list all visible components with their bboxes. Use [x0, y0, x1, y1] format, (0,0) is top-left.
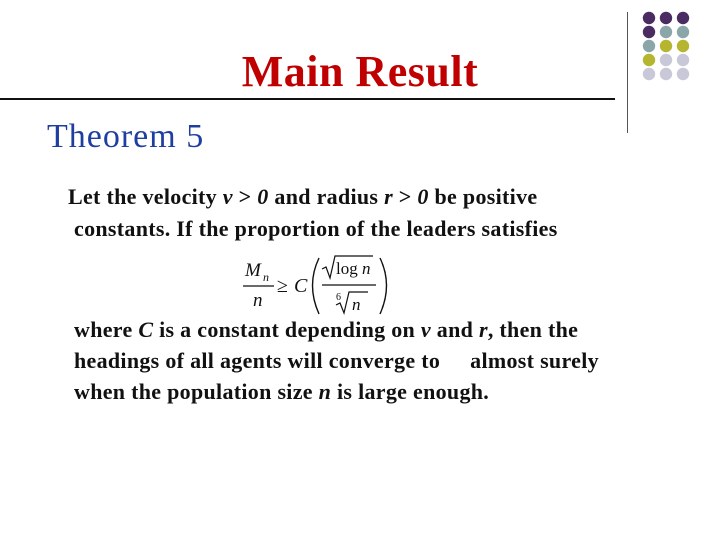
- formula-root-n: n: [352, 295, 361, 314]
- decorative-dot: [677, 26, 689, 38]
- decorative-dot: [677, 12, 689, 24]
- var-n: n: [318, 379, 332, 404]
- formula-log: log: [336, 259, 358, 278]
- decorative-dot: [677, 68, 689, 80]
- text-run: is large enough.: [331, 379, 490, 404]
- decorative-dot: [643, 40, 655, 52]
- statement-line-4: [74, 348, 599, 374]
- formula-geq: ≥: [277, 275, 288, 297]
- decorative-dot: [643, 12, 655, 24]
- decorative-dot: [643, 54, 655, 66]
- statement-line-3: [74, 317, 578, 343]
- var-r: r: [384, 184, 393, 209]
- decorative-dot: [660, 68, 672, 80]
- text-run: when the population size: [74, 379, 319, 404]
- statement-line-1: [68, 184, 537, 210]
- text-run: and: [430, 317, 479, 342]
- text-run: >: [392, 184, 418, 209]
- zero-value: 0: [257, 184, 269, 209]
- text-run: , then the: [487, 317, 579, 342]
- formula-M: M: [245, 260, 261, 281]
- decorative-dot: [643, 68, 655, 80]
- decorative-dot: [677, 40, 689, 52]
- text-run: >: [232, 184, 258, 209]
- text-run: be positive: [428, 184, 538, 209]
- text-run: headings of all agents will converge to: [74, 348, 441, 373]
- decorative-dot: [677, 54, 689, 66]
- decorative-dot: [660, 12, 672, 24]
- condition-formula: [240, 250, 400, 320]
- statement-line-5: [74, 379, 489, 405]
- root-index: 6: [336, 292, 341, 303]
- formula-den-n: n: [253, 290, 263, 311]
- var-v: v: [222, 184, 233, 209]
- text-run: almost surely: [470, 348, 599, 373]
- decorative-dot: [660, 40, 672, 52]
- var-v: v: [420, 317, 431, 342]
- formula-sub-n: n: [263, 270, 269, 284]
- var-r: r: [478, 317, 488, 342]
- text-run: where: [74, 317, 139, 342]
- decorative-dot: [643, 26, 655, 38]
- statement-line-2: constants. If the proportion of the leaders satisfies: [74, 216, 558, 241]
- formula-log-n: n: [362, 259, 371, 278]
- decorative-dot: [660, 54, 672, 66]
- theorem-heading: Theorem 5: [47, 118, 205, 155]
- zero-value: 0: [417, 184, 429, 209]
- text-run: Let the velocity: [68, 184, 223, 209]
- slide-title: Main Result: [241, 47, 479, 96]
- left-paren: [313, 258, 320, 314]
- formula-C: C: [294, 275, 308, 297]
- var-C: C: [138, 317, 154, 342]
- text-run: is a constant depending on: [153, 317, 421, 342]
- right-paren: [380, 258, 387, 314]
- text-run: and radius: [268, 184, 385, 209]
- decorative-dot: [660, 26, 672, 38]
